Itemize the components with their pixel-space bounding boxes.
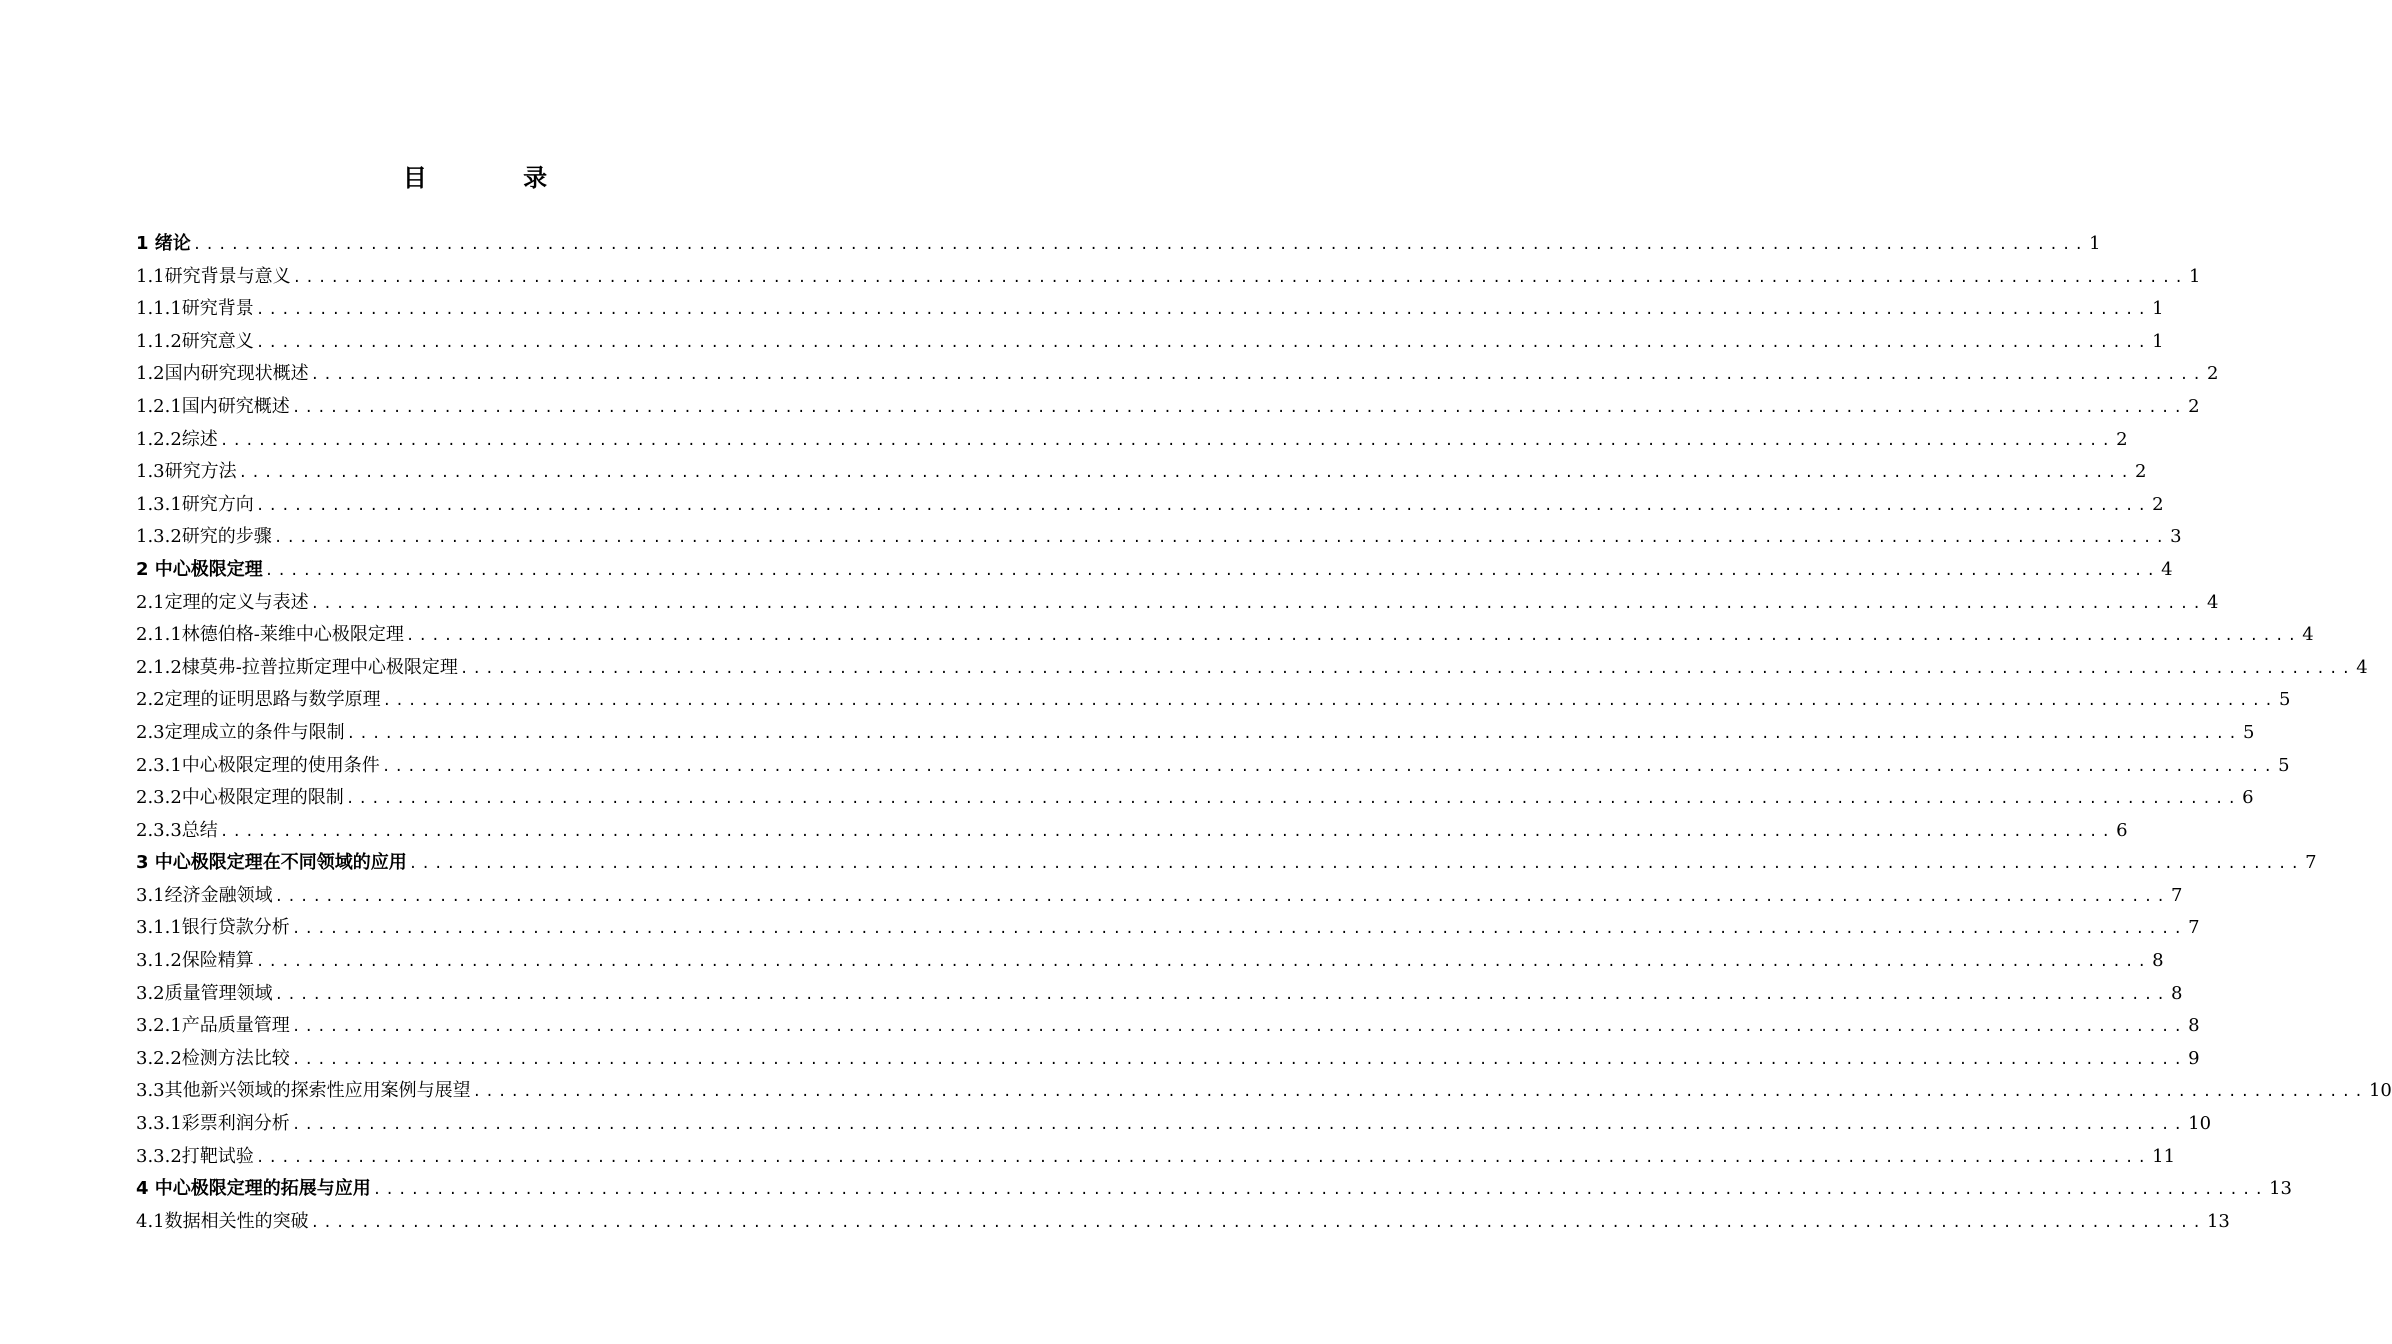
toc-dot-leader: ...................................................................................................................................................... (472, 1084, 2367, 1101)
toc-entry-label: 4 中心极限定理的拓展与应用 (136, 1178, 371, 1200)
toc-dot-leader: ...................................................................................................................................................... (291, 1117, 2187, 1134)
toc-entry-label: 3.1经济金融领域 (136, 884, 273, 906)
toc-dot-leader: ...................................................................................................................................................... (292, 269, 2187, 286)
toc-entry-label: 2 中心极限定理 (136, 558, 263, 580)
toc-dot-leader: ...................................................................................................................................................... (310, 1214, 2205, 1231)
toc-page-number: 2 (2152, 493, 2164, 515)
toc-dot-leader: ...................................................................................................................................................... (264, 562, 2160, 579)
toc-dot-leader: ...................................................................................................................................................... (238, 465, 2133, 482)
toc-entry-label: 1.2.1国内研究概述 (136, 395, 290, 417)
toc-entry-label: 1 绪论 (136, 233, 191, 254)
toc-page-number: 1 (2152, 330, 2164, 352)
toc-dot-leader: ...................................................................................................................................................... (255, 497, 2151, 514)
toc-entry[interactable] (136, 1010, 2200, 1043)
toc-dot-leader: ...................................................................................................................................................... (274, 986, 2169, 1003)
toc-entry[interactable] (136, 358, 2219, 391)
toc-title: 目 录 (402, 164, 592, 192)
toc-page-number: 8 (2170, 982, 2183, 1004)
toc-entry-label: 2.3.1中心极限定理的使用条件 (136, 754, 380, 776)
toc-dot-leader: ...................................................................................................................................................... (405, 628, 2301, 645)
toc-dot-leader: ...................................................................................................................................................... (291, 1019, 2187, 1036)
toc-dot-leader: ...................................................................................................................................................... (345, 791, 2241, 808)
toc-entry-label: 2.3.3总结 (136, 819, 218, 841)
toc-entry[interactable] (136, 554, 2173, 587)
toc-entry[interactable] (136, 619, 2314, 652)
toc-entry[interactable] (136, 1108, 2212, 1141)
toc-page-number: 6 (2242, 787, 2254, 809)
toc-page-number: 13 (2206, 1210, 2230, 1232)
toc-entry[interactable] (136, 978, 2183, 1011)
toc-dot-leader: ...................................................................................................................................................... (372, 1182, 2268, 1199)
toc-entry-label: 4.1数据相关性的突破 (136, 1210, 309, 1232)
toc-dot-leader: ...................................................................................................................................................... (255, 334, 2151, 351)
toc-entry[interactable] (136, 717, 2255, 750)
toc-dot-leader: ...................................................................................................................................................... (381, 758, 2277, 775)
toc-dot-leader: ...................................................................................................................................................... (255, 954, 2151, 971)
toc-entry[interactable] (136, 521, 2182, 554)
toc-entry-label: 1.3.2研究的步骤 (136, 526, 272, 548)
toc-dot-leader: ...................................................................................................................................................... (192, 237, 2088, 253)
toc-dot-leader: ...................................................................................................................................................... (408, 856, 2304, 873)
toc-page-number: 2 (2188, 395, 2200, 417)
toc-page-number: 13 (2269, 1178, 2293, 1200)
toc-page-number: 4 (2302, 624, 2314, 646)
toc-page-number: 4 (2356, 656, 2368, 678)
toc-entry[interactable] (136, 1206, 2230, 1239)
toc-entry-label: 3.2.1产品质量管理 (136, 1015, 290, 1037)
toc-entry-label: 1.2.2综述 (136, 428, 218, 450)
toc-dot-leader: ...................................................................................................................................................... (219, 432, 2115, 449)
toc-page-number: 2 (2134, 461, 2147, 483)
toc-entry[interactable] (136, 750, 2290, 783)
toc-page-number: 1 (2188, 265, 2201, 287)
toc-page-number: 4 (2161, 558, 2173, 580)
toc-entry-label: 3.2.2检测方法比较 (136, 1047, 290, 1069)
toc-entry[interactable] (136, 945, 2164, 978)
toc-entry-label: 1.1.1研究背景 (136, 298, 254, 320)
toc-entry-label: 2.3.2中心极限定理的限制 (136, 787, 344, 809)
toc-dot-leader: ...................................................................................................................................................... (291, 921, 2187, 938)
toc-dot-leader: ...................................................................................................................................................... (255, 302, 2151, 319)
table-of-contents (136, 228, 2392, 1238)
toc-entry-label: 1.3.1研究方向 (136, 493, 254, 515)
toc-dot-leader: ...................................................................................................................................................... (291, 399, 2187, 416)
toc-page-number: 4 (2206, 591, 2219, 613)
toc-dot-leader: ...................................................................................................................................................... (273, 530, 2169, 547)
toc-entry[interactable] (136, 293, 2164, 326)
toc-page-number: 2 (2116, 428, 2128, 450)
toc-entry-label: 3.3.1彩票利润分析 (136, 1113, 290, 1135)
toc-entry-label: 1.1研究背景与意义 (136, 265, 291, 287)
toc-entry[interactable] (136, 684, 2291, 717)
toc-entry-label: 1.2国内研究现状概述 (136, 363, 309, 385)
toc-entry[interactable] (136, 912, 2200, 945)
toc-dot-leader: ...................................................................................................................................................... (255, 1149, 2151, 1166)
toc-entry-label: 1.3研究方法 (136, 461, 237, 483)
toc-dot-leader: ...................................................................................................................................................... (219, 823, 2115, 840)
toc-entry[interactable] (136, 1141, 2176, 1174)
toc-entry-label: 2.1.2棣莫弗-拉普拉斯定理中心极限定理 (136, 656, 458, 678)
toc-page-number: 1 (2152, 298, 2164, 320)
toc-page-number: 9 (2188, 1047, 2200, 1069)
toc-entry[interactable] (136, 424, 2128, 457)
toc-entry[interactable] (136, 847, 2317, 880)
toc-dot-leader: ...................................................................................................................................................... (382, 693, 2277, 710)
toc-entry-label: 3.1.1银行贷款分析 (136, 917, 290, 939)
toc-entry-label: 3.2质量管理领域 (136, 982, 273, 1004)
toc-entry[interactable] (136, 261, 2201, 294)
toc-page-number: 7 (2188, 917, 2200, 939)
toc-entry[interactable] (136, 391, 2200, 424)
toc-page-number: 8 (2188, 1015, 2200, 1037)
toc-page-number: 11 (2152, 1145, 2176, 1167)
toc-dot-leader: ...................................................................................................................................................... (310, 367, 2205, 384)
toc-entry[interactable] (136, 326, 2164, 359)
toc-entry[interactable] (136, 228, 2101, 261)
toc-entry[interactable] (136, 489, 2164, 522)
toc-dot-leader: ...................................................................................................................................................... (310, 595, 2205, 612)
toc-entry[interactable] (136, 1173, 2293, 1206)
toc-page-number: 7 (2305, 852, 2317, 874)
toc-entry-label: 3 中心极限定理在不同领域的应用 (136, 852, 407, 874)
toc-entry-label: 2.2定理的证明思路与数学原理 (136, 689, 381, 711)
toc-dot-leader: ...................................................................................................................................................... (346, 725, 2241, 742)
toc-page-number: 8 (2152, 950, 2164, 972)
toc-page-number: 10 (2188, 1113, 2212, 1135)
toc-entry[interactable] (136, 815, 2128, 848)
toc-entry-label: 2.3定理成立的条件与限制 (136, 721, 345, 743)
toc-page-number: 1 (2089, 233, 2101, 254)
toc-entry-label: 3.1.2保险精算 (136, 950, 254, 972)
toc-entry-label: 1.1.2研究意义 (136, 330, 254, 352)
toc-entry[interactable] (136, 587, 2219, 620)
toc-entry-label: 2.1.1林德伯格-莱维中心极限定理 (136, 624, 404, 646)
toc-page-number: 10 (2368, 1080, 2392, 1102)
toc-entry[interactable] (136, 880, 2183, 913)
toc-page-number: 3 (2170, 526, 2182, 548)
toc-page-number: 5 (2278, 689, 2291, 711)
toc-entry[interactable] (136, 652, 2368, 685)
toc-dot-leader: ...................................................................................................................................................... (291, 1051, 2187, 1068)
toc-entry[interactable] (136, 456, 2147, 489)
toc-entry[interactable] (136, 782, 2254, 815)
toc-entry-label: 3.3其他新兴领域的探索性应用案例与展望 (136, 1080, 471, 1102)
toc-dot-leader: ...................................................................................................................................................... (274, 888, 2169, 905)
toc-page-number: 5 (2278, 754, 2290, 776)
toc-entry-label: 3.3.2打靶试验 (136, 1145, 254, 1167)
toc-entry-label: 2.1定理的定义与表述 (136, 591, 309, 613)
toc-entry[interactable] (136, 1043, 2200, 1076)
toc-page-number: 2 (2206, 363, 2219, 385)
toc-page-number: 6 (2116, 819, 2128, 841)
toc-entry[interactable] (136, 1075, 2392, 1108)
toc-page-number: 7 (2170, 884, 2183, 906)
toc-dot-leader: ...................................................................................................................................................... (459, 660, 2355, 677)
toc-page-number: 5 (2242, 721, 2255, 743)
